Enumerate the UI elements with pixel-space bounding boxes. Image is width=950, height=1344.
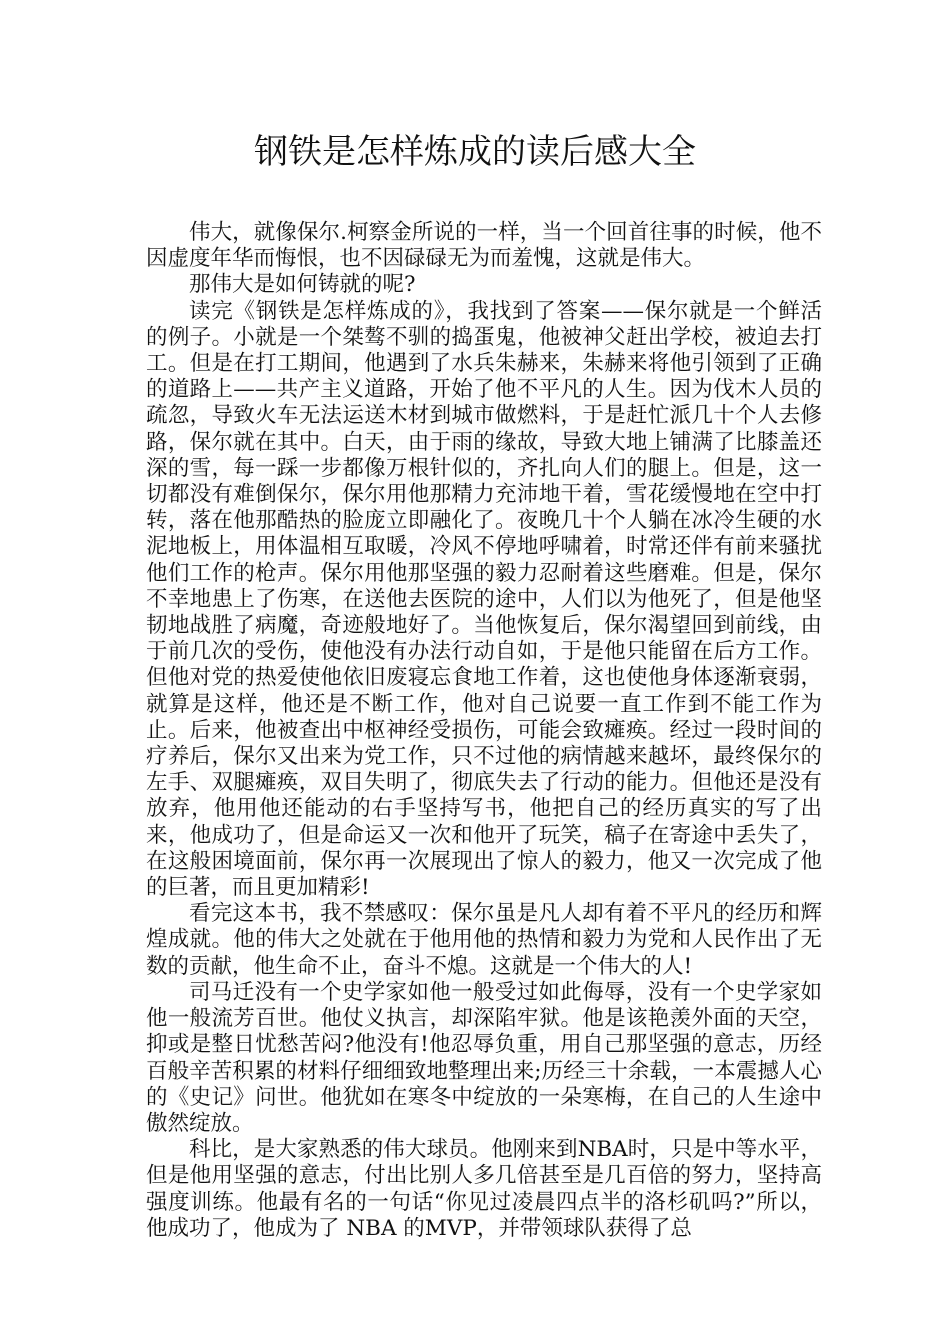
- paragraph-1: 伟大，就像保尔.柯察金所说的一样，当一个回首往事的时候，他不因虚度年华而悔恨，也不因碌碌无为而羞愧，这就是伟大。: [146, 220, 822, 272]
- paragraph-4: 看完这本书，我不禁感叹：保尔虽是凡人却有着不平凡的经历和辉煌成就。他的伟大之处就在于他用他的热情和毅力为党和人民作出了无数的贡献，他生命不止，奋斗不熄。这就是一个伟大的人!: [146, 901, 822, 979]
- page-title: 钢铁是怎样炼成的读后感大全: [254, 132, 696, 172]
- paragraph-5: 司马迁没有一个史学家如他一般受过如此侮辱，没有一个史学家如他一般流芳百世。他仗义执言，却深陷牢狱。他是该艳羡外面的天空，抑或是整日忧愁苦闷?他没有!他忍辱负重，用自己那坚强的意志，历经百般辛苦积累的材料仔细细致地整理出来;历经三十余载，一本震撼人心的《史记》问世。他犹如在寒冬中绽放的一朵寒梅，在自己的人生途中傲然绽放。: [146, 979, 822, 1136]
- paragraph-3: 读完《钢铁是怎样炼成的》，我找到了答案——保尔就是一个鲜活的例子。小就是一个桀骜不驯的捣蛋鬼，他被神父赶出学校，被迫去打工。但是在打工期间，他遇到了水兵朱赫来，朱赫来将他引领到了正确的道路上——共产主义道路，开始了他不平凡的人生。因为伐木人员的疏忽，导致火车无法运送木材到城市做燃料，于是赶忙派几十个人去修路，保尔就在其中。白天，由于雨的缘故，导致大地上铺满了比膝盖还深的雪，每一踩一步都像万根针似的，齐扎向人们的腿上。但是，这一切都没有难倒保尔，保尔用他那精力充沛地干着，雪花缓慢地在空中打转，落在他那酷热的脸庞立即融化了。夜晚几十个人躺在冰冷生硬的水泥地板上，用体温相互取暖，冷风不停地呼啸着，时常还伴有前来骚扰他们工作的枪声。保尔用他那坚强的毅力忍耐着这些磨难。但是，保尔不幸地患上了伤寒，在送他去医院的途中，人们以为他死了，但是他坚韧地战胜了病魔，奇迹般地好了。当他恢复后，保尔渴望回到前线，由于前几次的受伤，使他没有办法行动自如，于是他只能留在后方工作。但他对党的热爱使他依旧废寝忘食地工作着，这也使他身体逐渐衰弱，就算是这样，他还是不断工作，他对自己说要一直工作到不能工作为止。后来，他被查出中枢神经受损伤，可能会致瘫痪。经过一段时间的疗养后，保尔又出来为党工作，只不过他的病情越来越坏，最终保尔的左手、双腿瘫痪，双目失明了，彻底失去了行动的能力。但他还是没有放弃，他用他还能动的右手坚持写书，他把自己的经历真实的写了出来，他成功了，但是命运又一次和他开了玩笑，稿子在寄途中丢失了，在这般困境面前，保尔再一次展现出了惊人的毅力，他又一次完成了他的巨著，而且更加精彩!: [146, 298, 822, 901]
- article-body: [146, 220, 822, 1242]
- paragraph-2: 那伟大是如何铸就的呢?: [189, 272, 416, 298]
- paragraph-6: 科比，是大家熟悉的伟大球员。他刚来到NBA时，只是中等水平，但是他用坚强的意志，付出比别人多几倍甚至是几百倍的努力，坚持高强度训练。他最有名的一句话“你见过凌晨四点半的洛杉矶吗?”所以，他成功了，他成为了 NBA 的MVP，并带领球队获得了总: [146, 1137, 822, 1241]
